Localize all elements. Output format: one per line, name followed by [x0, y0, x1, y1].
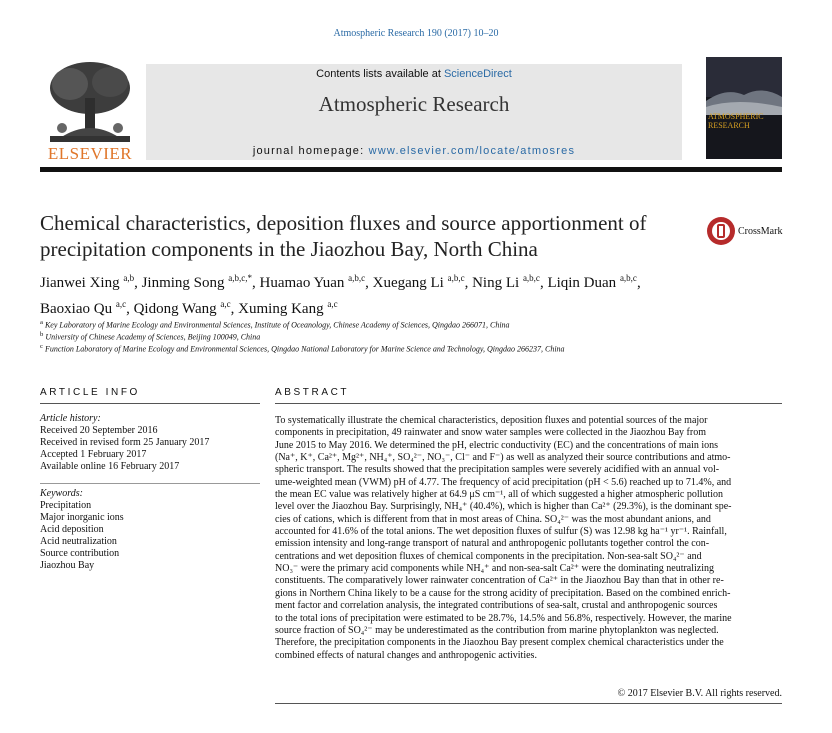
homepage-prefix: journal homepage:: [252, 145, 369, 157]
crossmark-icon[interactable]: [706, 216, 736, 251]
keyword[interactable]: Source contribution: [40, 548, 120, 559]
abstract-line: June 2015 to May 2016. We determined the pH, electric conductivity (EC) and the concentrations of main ions: [275, 439, 719, 451]
sciencedirect-link[interactable]: ScienceDirect: [443, 68, 512, 80]
author-list: Jianwei Xing $^{a,b}$, Jinming Song $^{a,b,c,*}$, Huamao Yuan $^{a,b,c}$, Xuegang Li $^{a,b,c}$, Ning Li $^{a,b,c}$, Liqin Duan $^{a,b,c}$, Baoxiao Qu $^{a,c}$, Qidong Wang $^{a,c}$, Xuming Kang $^{a,c}$: [40, 273, 641, 317]
abstract-line: ume-weighted mean (VWM) pH of 4.77. The frequency of acid precipitation (pH < 5.6) reached up to 71.4%, and: [275, 476, 732, 488]
journal-citation[interactable]: Atmospheric Research 190 (2017) 10–20: [333, 28, 499, 39]
history-received: Received 20 September 2016: [40, 425, 158, 436]
elsevier-wordmark: ELSEVIER: [47, 144, 133, 163]
abstract-line: to the total ions of precipitation were estimated to be 28.7%, 14.5% and 56.8%, respectively. However, the marine: [275, 612, 732, 624]
abstract-line: accounted for 41.6% of the total anions. The wet deposition fluxes of sulfur (S) was 12.98 kg ha⁻¹ yr⁻¹. Rainfall,: [275, 526, 727, 538]
abstract-line: NO₃⁻ were the primary acid components while NH₄⁺ and non-sea-salt Ca²⁺ were the dominating neutralizing: [275, 563, 715, 575]
abstract-end-rule: [275, 703, 782, 704]
history-label: Article history:: [40, 413, 101, 424]
contents-prefix: Contents lists available at: [316, 68, 444, 80]
abstract-line: level over the Jiaozhou Bay. Surprisingly, NH₄⁺ (40.4%), which is higher than Ca²⁺ (29.3%), is the dominant spe-: [275, 501, 732, 513]
author[interactable]: Liqin Duan $^{a,b,c}$: [547, 273, 637, 291]
affiliation-a: $^a$ Key Laboratory of Marine Ecology and Environmental Sciences, Institute of Oceanology, Chinese Academy of Sciences, Qingdao 266071, China: [40, 319, 510, 330]
history-accepted: Accepted 1 February 2017: [40, 449, 147, 460]
keywords-label: Keywords:: [40, 488, 83, 499]
article-info-rule: [40, 403, 260, 404]
abstract-line: constituents. The comparatively lower rainwater concentration of Ca²⁺ in the Jiaozhou Bay than that in other re-: [275, 575, 724, 587]
author[interactable]: Qidong Wang $^{a,c}$: [133, 299, 231, 317]
contents-line: [146, 68, 682, 80]
abstract-line: To systematically illustrate the chemical characteristics, deposition fluxes and potential sources of the major: [275, 415, 708, 426]
abstract-rule: [275, 403, 782, 404]
abstract-line: combined effects of natural changes and anthropogenic activities.: [275, 649, 537, 661]
abstract-line: components in precipitation, 49 rainwater and snow water samples were collected in the Jiaozhou Bay from: [275, 427, 706, 439]
keywords-rule: [40, 483, 260, 484]
author[interactable]: Xuming Kang $^{a,c}$: [238, 299, 338, 317]
history-online: Available online 16 February 2017: [40, 461, 180, 472]
history-revised: Received in revised form 25 January 2017: [40, 437, 210, 448]
author[interactable]: Xuegang Li $^{a,b,c}$: [372, 273, 465, 291]
abstract-line: the mean EC value was relatively higher at 64.9 μS cm⁻¹, all of which suggested a higher atmospheric pollution: [275, 489, 723, 501]
keyword[interactable]: Jiaozhou Bay: [40, 560, 95, 571]
keyword[interactable]: Major inorganic ions: [40, 512, 124, 523]
journal-cover-image[interactable]: [706, 57, 782, 159]
abstract-line: cies of cations, which is different from that in most areas of China. SO₄²⁻ was the most abundant anions, and: [275, 513, 711, 525]
article-title: Chemical characteristics, deposition fluxes and source apportionment of precipitation components in the Jiaozhou Bay, North China: [40, 211, 647, 261]
cover-journal-name: ATMOSPHERIC RESEARCH: [708, 112, 764, 130]
author[interactable]: Baoxiao Qu $^{a,c}$: [40, 299, 127, 317]
abstract-line: centrations and wet deposition fluxes of chemical components in the precipitation. Non-sea-salt SO₄²⁻ and: [275, 550, 702, 562]
keyword[interactable]: Acid neutralization: [40, 536, 117, 547]
abstract-line: gions in Northern China likely to be a cause for the strong acidity of precipitation. Based on the combined enrich-: [275, 587, 731, 599]
homepage-link[interactable]: www.elsevier.com/locate/atmosres: [368, 145, 576, 157]
article-info-heading: ARTICLE INFO: [40, 387, 140, 398]
abstract-line: spheric transport. The results showed that the precipitation samples were severely acidified with an annual vol-: [275, 464, 720, 476]
journal-title: Atmospheric Research: [318, 92, 510, 116]
affiliation-b: $^b$ University of Chinese Academy of Sciences, Beijing 100049, China: [40, 331, 261, 342]
keyword[interactable]: Precipitation: [40, 500, 92, 511]
affiliation-c: $^c$ Function Laboratory of Marine Ecology and Environmental Sciences, Qingdao National Laboratory for Marine Science and Technology, Qingdao 266237, China: [40, 343, 565, 354]
abstract-line: ment factor and correlation analysis, the integrated contributions of sea-salt, crustal and anthropogenic sources: [275, 600, 718, 612]
crossmark-label[interactable]: CrossMark: [738, 226, 783, 237]
abstract-line: Therefore, the precipitation components in the Jiaozhou Bay present complex chemical characteristics under the: [275, 637, 724, 649]
author[interactable]: Jianwei Xing $^{a,b}$: [40, 273, 135, 291]
abstract-heading: ABSTRACT: [275, 387, 350, 398]
keyword[interactable]: Acid deposition: [40, 524, 104, 535]
header-rule: [40, 167, 782, 172]
abstract-line: source fraction of SO₄²⁻ may be underestimated as the contribution from marine phytoplankton was neglected.: [275, 624, 719, 636]
author[interactable]: Jinming Song $^{a,b,c,*}$: [141, 273, 253, 291]
abstract-line: emission intensity and long-range transport of natural and anthropogenic pollutants together control the con-: [275, 538, 710, 550]
author[interactable]: Ning Li $^{a,b,c}$: [472, 273, 540, 291]
copyright-notice: © 2017 Elsevier B.V. All rights reserved.: [617, 688, 782, 699]
homepage-line: [146, 145, 682, 157]
abstract-text: [275, 415, 782, 662]
abstract-line: (Na⁺, K⁺, Ca²⁺, Mg²⁺, NH₄⁺, SO₄²⁻, NO₃⁻, Cl⁻ and F⁻) as well as analyzed their source contributions and atmo-: [275, 452, 731, 464]
author[interactable]: Huamao Yuan $^{a,b,c}$: [259, 273, 366, 291]
